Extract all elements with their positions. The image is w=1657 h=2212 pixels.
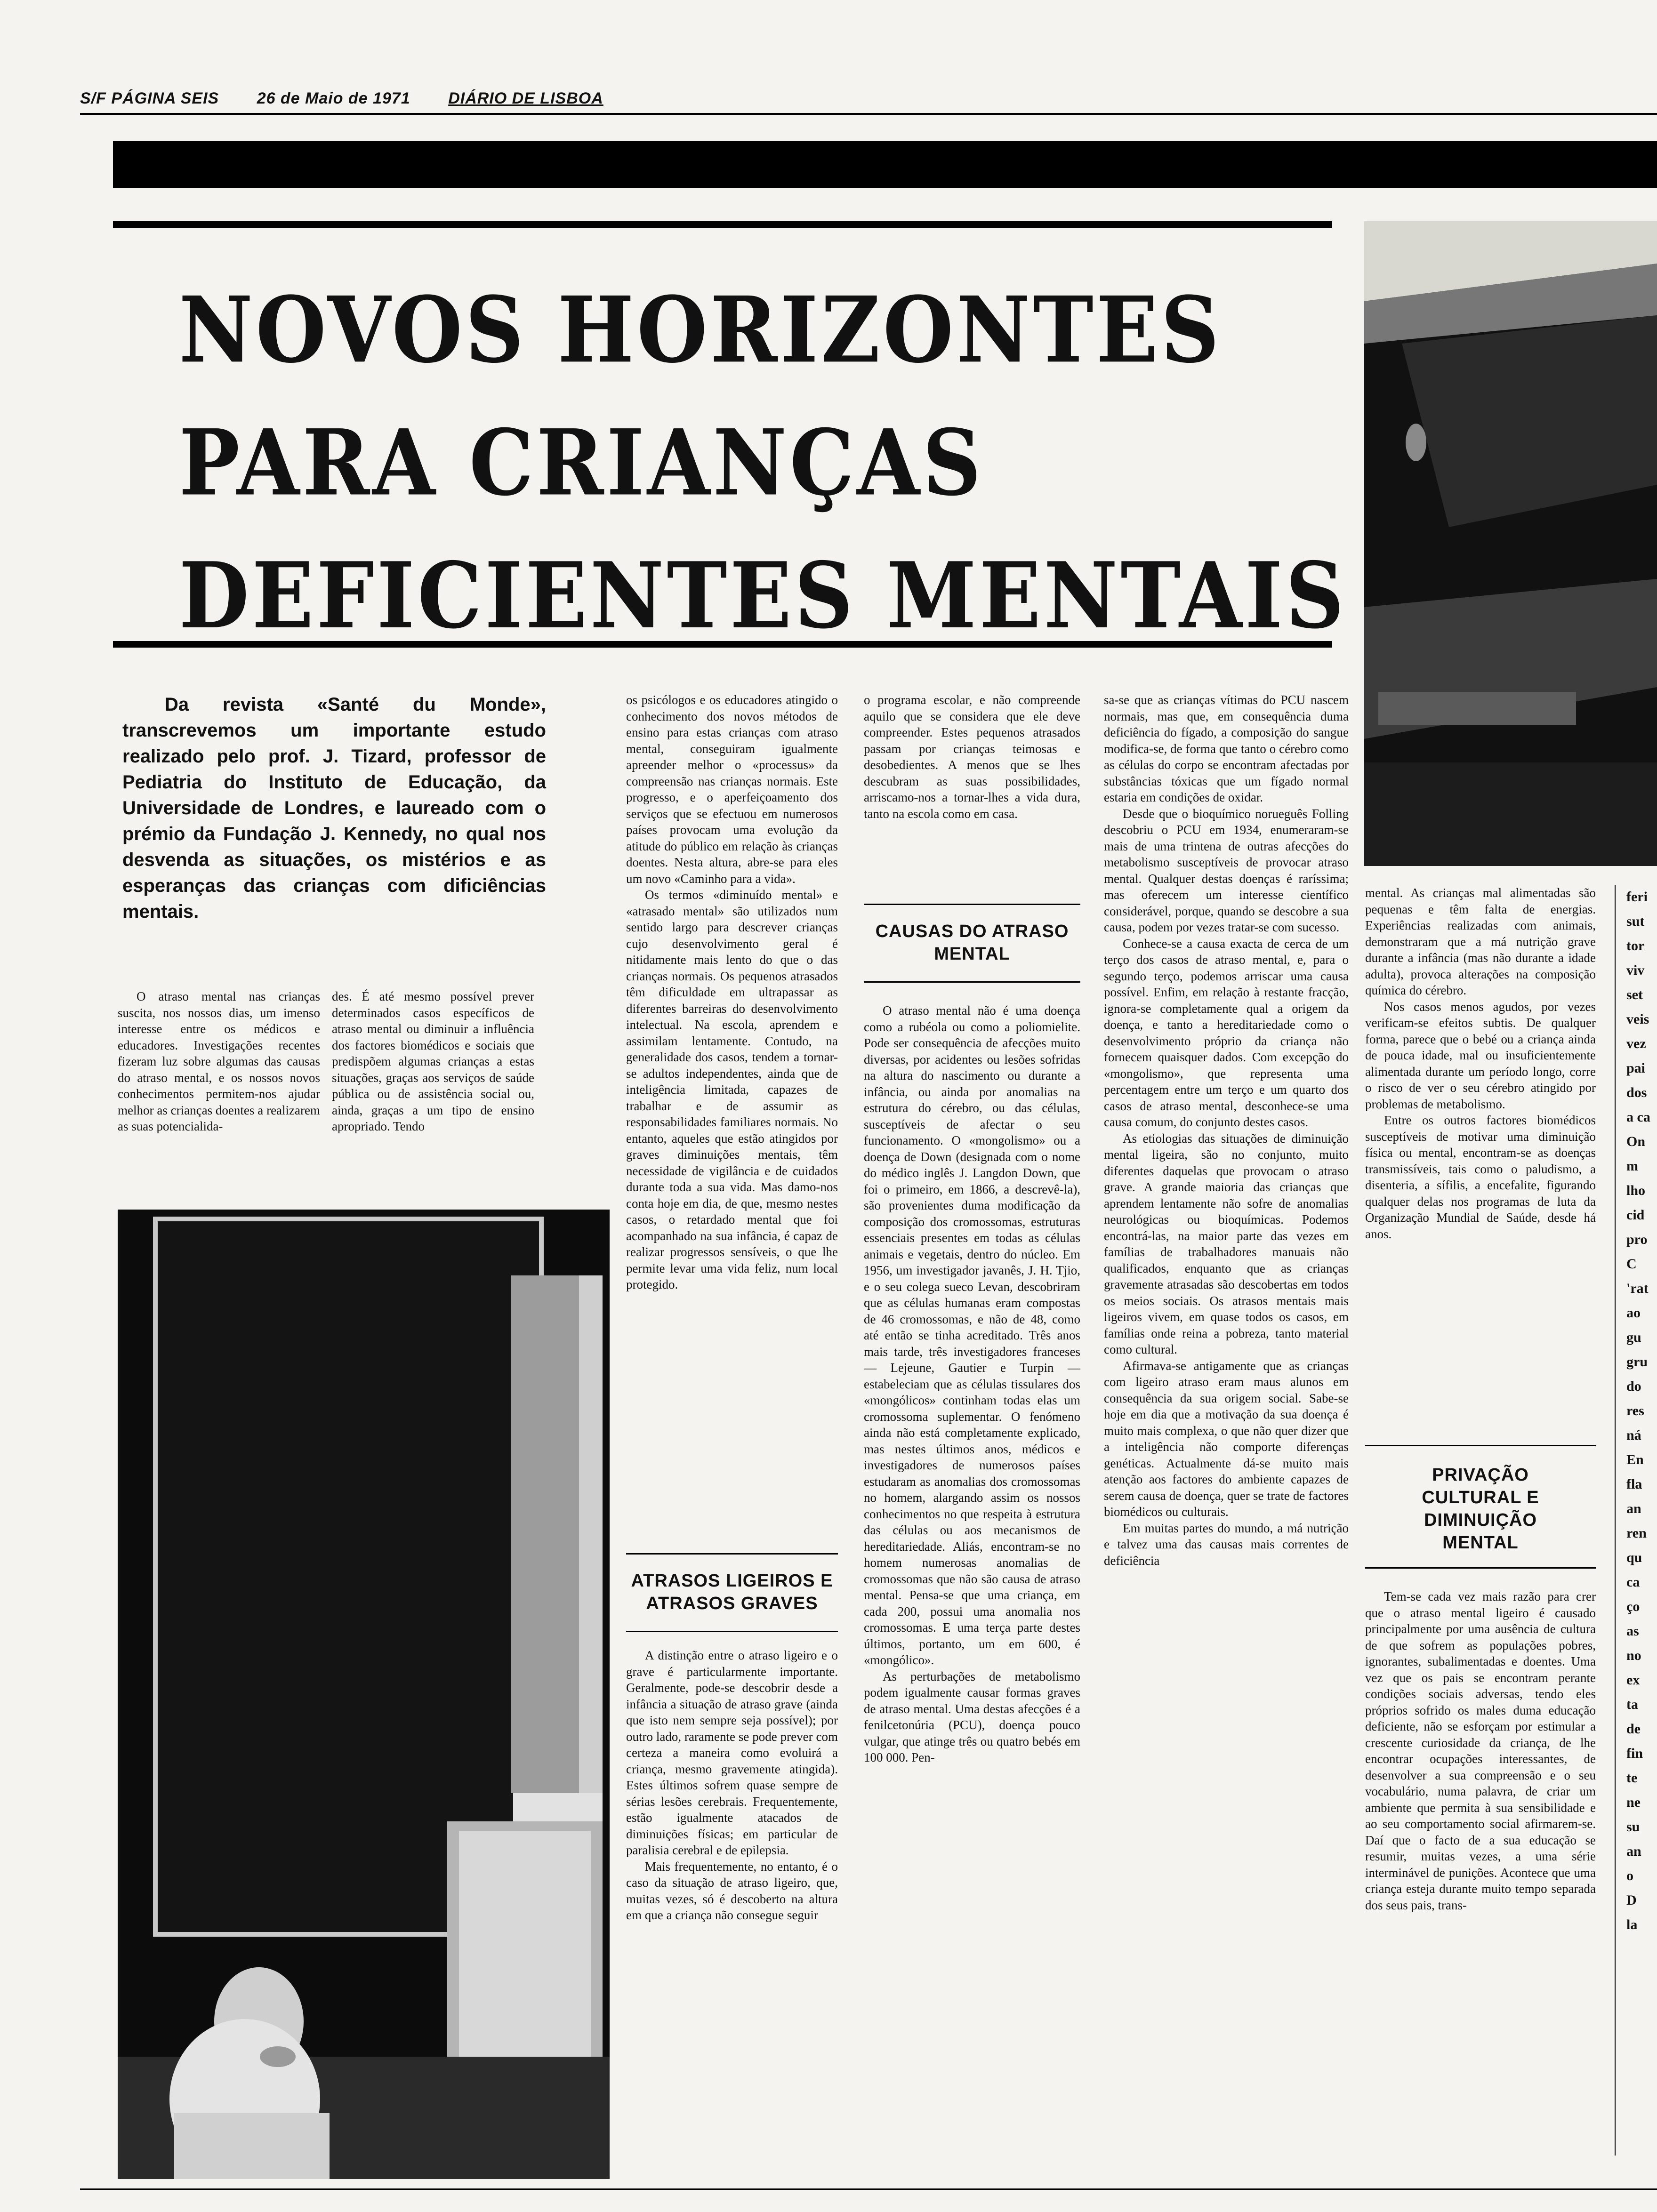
column-4 [864, 692, 1080, 822]
cut-off-fragment: do [1626, 1378, 1641, 1394]
column-2 [332, 988, 534, 1135]
column-5-para-5: Afirmava-se antigamente que as crianças com ligeiro atraso eram maus alunos em consequência da sua origem social. Sabe-se hoje em dia que a motivação da sua doença é muito mais complexa, o que não quer dizer que a inteligência não comporte diferenças genéticas. Actualmente dá-se muito mais atenção aos factores do ambiente capazes de serem causa de doença, quer se trate de factores biomédicos ou culturais. [1104, 1358, 1349, 1519]
cut-off-fragment: qu [1626, 1550, 1642, 1565]
column-5 [1104, 692, 1349, 1569]
column-5-para-1: sa-se que as crianças vítimas do PCU nascem normais, mas que, em consequência duma deficiência do fígado, a composição do sangue modifica-se, de forma que tanto o cérebro como as células do corpo se encontram afectadas por substâncias tóxicas que um fígado normal estaria em condições de oxidar. [1104, 693, 1349, 804]
cut-off-fragment: as [1626, 1623, 1639, 1639]
cut-off-fragment: ço [1626, 1599, 1640, 1614]
cut-off-fragment: te [1626, 1770, 1638, 1786]
running-head [80, 89, 636, 108]
column-4-bottom-para-1: O atraso mental não é uma doença como a rubéola ou como a poliomielite. Pode ser consequência de afecções muito diversas, por acidentes ou lesões sofridas na altura do nascimento ou durante a infância, ou ainda por anomalias na estrutura do cérebro, ou das células, susceptíveis de afectar o seu funcionamento. O «mongolismo» ou a doença de Down (designada com o nome do médico inglês J. Langdon Down, que foi o primeiro, em 1866, a descrevê-la), são provenientes duma modificação da composição dos cromossomas, estruturas essenciais presentes em todas as células animais e vegetais, dentro do núcleo. Em 1956, um investigador javanês, J. H. Tjio, e o seu colega sueco Levan, descobriram que as células humanas eram compostas de 46 cromossomas, e não de 48, como até então se tinha acreditado. Três anos mais tarde, três investigadores franceses — Lejeune, Gautier e Turpin — estabeleciam que as células tissulares dos «mongólicos» continham todas elas um cromossoma suplementar. O fenómeno ainda não está completamente explicado, mas nestes últimos anos, médicos e investigadores de numerosos países estudaram as anomalias dos cromossomas no homem, alargando assim os nossos conhecimentos no que respeita à estrutura das células ou aos mecanismos de hereditariedade. Aliás, encontram-se no homem numerosas anomalias de cromossomas que não são causa de atraso mental. Pensa-se que uma criança, em cada 200, possui uma anomalia nos cromossomas. E uma terça parte destes últimos, portanto, um em 600, é «mongólico». [864, 1003, 1080, 1667]
bottom-rule [80, 2188, 1657, 2190]
column-5-para-3: Conhece-se a causa exacta de cerca de um terço dos casos de atraso mental, e, para o segundo terço, podemos arriscar uma causa possível. Enfim, em relação à restante fracção, ignora-se completamente qual a origem da doença, e tanto a hereditariedade como o desenvolvimento próprio da criança não fornecem quaisquer dados. Com excepção do «mongolismo», que representa uma percentagem entre um terço e um quarto dos casos de atraso mental, desconhece-se uma causa comum, do conjunto destes casos. [1104, 936, 1349, 1129]
cut-off-fragment: ex [1626, 1672, 1640, 1688]
column-3-bottom-para-2: Mais frequentemente, no entanto, é o caso da situação de atraso ligeiro, que, muitas vezes, só é descoberto na altura em que a criança não consegue seguir [626, 1859, 838, 1922]
subhead-causas: CAUSAS DO ATRASO MENTAL [875, 922, 1069, 964]
column-5-para-6: Em muitas partes do mundo, a má nutrição e talvez uma das causas mais correntes de deficiência [1104, 1521, 1349, 1568]
cut-off-fragment: gu [1626, 1330, 1641, 1345]
column-3-bottom [626, 1647, 838, 1923]
cut-off-fragment: ne [1626, 1795, 1641, 1810]
cut-off-fragment: gru [1626, 1354, 1648, 1370]
column-5-para-2: Desde que o bioquímico norueguês Folling descobriu o PCU em 1934, enumeraram-se mais de uma trintena de outras afecções do metabolismo susceptíveis de provocar atraso mental. Qualquer destas doenças é raríssima; mas oferecem um interesse científico considerável, porque, quando se descobre a sua causa, podem por vezes tratar-se com sucesso. [1104, 806, 1349, 934]
cut-off-fragment: lho [1626, 1183, 1646, 1198]
cut-off-fragment: C [1626, 1256, 1637, 1272]
cut-off-fragment: vez [1626, 1036, 1646, 1051]
column-3 [626, 692, 838, 1293]
standfirst: Da revista «Santé du Monde», transcrevemos um importante estudo realizado pelo prof. J. Tizard, professor de Pediatria do Instituto de Educação, da Universidade de Londres, e laureado com o prémio da Fundação J. Kennedy, no qual nos desvenda as situações, os mistérios e as esperanças das crianças com dificiências mentais. [122, 694, 546, 922]
cut-off-fragment: res [1626, 1403, 1644, 1419]
cut-off-fragment: ná [1626, 1427, 1641, 1443]
cut-off-column [1626, 885, 1657, 1937]
column-6-mid-para-2: Entre os outros factores biomédicos susceptíveis de motivar uma diminuição física ou mental, encontram-se as doenças transmissíveis, tais como o paludismo, a disenteria, a sífilis, a encefalite, figurando qualquer delas nos programas de luta da Organização Mundial de Saúde, desde há anos. [1365, 1113, 1596, 1241]
headline-line-2: PARA CRIANÇAS [179, 409, 984, 516]
column-2-text: des. É até mesmo possível prever determinados casos específicos de atraso mental ou diminuir a influência dos factores biomédicos e sociais que predispõem algumas crianças a estas situações, graças aos serviços de saúde pública ou de assistência social ou, ainda, graças a um tipo de ensino apropriado. Tendo [332, 989, 534, 1133]
cut-off-fragment: no [1626, 1648, 1641, 1663]
subhead-privacao: PRIVAÇÃO CULTURAL E DIMINUIÇÃO MENTAL [1422, 1465, 1539, 1553]
column-6 [1365, 885, 1596, 1242]
newspaper-name: DIÁRIO DE LISBOA [448, 89, 603, 107]
cut-off-fragment: pai [1626, 1060, 1646, 1076]
cut-off-fragment: viv [1626, 962, 1645, 978]
rule-atrasos-bottom [626, 1631, 838, 1632]
headline-line-1: NOVOS HORIZONTES [179, 276, 1223, 384]
cut-off-fragment: sut [1626, 914, 1645, 929]
cut-off-fragment: an [1626, 1501, 1641, 1516]
page-label: S/F PÁGINA SEIS [80, 89, 219, 107]
cut-off-fragment: ta [1626, 1697, 1638, 1712]
cut-off-fragment: On [1626, 1134, 1646, 1149]
cut-off-fragment: m [1626, 1158, 1638, 1174]
photo-child-window-image [118, 1210, 610, 2179]
column-1 [118, 988, 320, 1135]
cut-off-fragment: veis [1626, 1011, 1649, 1027]
cut-off-fragment: la [1626, 1917, 1638, 1932]
headline-rule-top [113, 221, 1332, 228]
column-3-bottom-para-1: A distinção entre o atraso ligeiro e o grave é particularmente importante. Geralmente, pode-se descobrir desde a infância a situação de atraso grave (ainda que isto nem sempre seja possível); por outro lado, raramente se pode prever com certeza a maneira como evoluirá a criança, mesmo gravemente atingida). Estes últimos sofrem quase sempre de sérias lesões cerebrais. Frequentemente, estão igualmente atacados de diminuições físicas; em particular de paralisia cerebral e de epilepsia. [626, 1648, 838, 1857]
cut-off-fragment: dos [1626, 1085, 1647, 1100]
column-5-para-4: As etiologias das situações de diminuição mental ligeira, são no conjunto, muito diferentes daquelas que provocam o atraso grave. A grande maioria das crianças que aprendem lentamente não sofre de anomalias neurológicas ou bioquímicas. Podemos encontrá-las, na maior parte das vezes em famílias de trabalhadores manuais não qualificados, enquanto que as crianças gravemente atrasadas são descobertas em todos os meios sociais. Os atrasos mentais mais ligeiros vivem, em quase todos os casos, em famílias onde reina a pobreza, tanto material como cultural. [1104, 1131, 1349, 1356]
rule-privacao-top [1365, 1445, 1596, 1446]
cut-off-fragment: o [1626, 1868, 1633, 1883]
column-6-mid-para-1: Nos casos menos agudos, por vezes verificam-se efeitos subtis. De qualquer forma, parece que o bebé ou a criança ainda de pouca idade, mal ou insuficientemente alimentada durante um período longo, corre o risco de ver o seu cérebro atingido por problemas de metabolismo. [1365, 999, 1596, 1111]
column-3-para-1: os psicólogos e os educadores atingido o conhecimento dos novos métodos de ensino para estas crianças com atraso mental, conseguiram igualmente apreender melhor o «processus» da compreensão nas crianças normais. Este progresso, e o aperfeiçoamento dos serviços que se efectuou em numerosos países provocam uma evolução da atitude do público em relação às crianças doentes. Nesta altura, abre-se para eles um novo «Caminho para a vida». [626, 693, 838, 886]
photo-top-right-image [1364, 221, 1657, 866]
cut-off-fragment: 'rat [1626, 1281, 1649, 1296]
column-6-bottom [1365, 1588, 1596, 1913]
rule-privacao-bottom [1365, 1567, 1596, 1569]
cut-off-fragment: de [1626, 1721, 1641, 1737]
column-6-bottom-text: Tem-se cada vez mais razão para crer que o atraso mental ligeiro é causado principalmente por uma ausência de cultura de que sofrem as populações pobres, ignorantes, subalimentadas e doentes. Uma vez que os pais se encontram perante condições sociais adversas, tendo eles próprios sofrido os males duma educação deficiente, não se esforçam por estimular a crescente curiosidade da criança, de lhe encontrar ocupações interessantes, de desenvolver a sua compreensão e o seu vocabulário, numa palavra, de criar um ambiente que permita à sua sensibilidade e ao seu comportamento social afirmarem-se. Daí que o facto de a sua educação se resumir, muitas vezes, a uma série interminável de punições. Acontece que uma criança esteja durante muito tempo separada dos seus pais, trans- [1365, 1589, 1596, 1912]
cut-off-fragment: set [1626, 987, 1643, 1002]
rule-causas-top [864, 904, 1080, 905]
headline-line-3: DEFICIENTES MENTAIS [179, 542, 1347, 649]
top-rule-thin [80, 113, 1657, 115]
rule-atrasos-top [626, 1553, 838, 1555]
photo-child-window [118, 1210, 610, 2179]
right-column-divider [1615, 885, 1616, 2156]
cut-off-fragment: ca [1626, 1574, 1640, 1590]
subhead-atrasos: ATRASOS LIGEIROS E ATRASOS GRAVES [631, 1571, 833, 1613]
column-3-para-2: Os termos «diminuído mental» e «atrasado mental» são utilizados num sentido largo para descrever crianças cujo desenvolvimento geral é nitidamente mais lento do que o das crianças normais. Os pequenos atrasados têm dificuldade em ultrapassar as diferentes barreiras do desenvolvimento intelectual. Na escola, aprendem e assimilam lentamente. Contudo, na generalidade dos casos, tendem a tornar-se adultos independentes, ainda que de inteligência limitada, capazes de trabalhar e de assumir as responsabilidades familiares normais. No entanto, aqueles que estão atingidos por graves diminuições mentais, têm necessidade de vigilância e de cuidados durante toda a sua vida. Mas damo-nos conta hoje em dia, de que, mesmo nestes casos, o retardado mental que foi acompanhado na sua infância, é capaz de realizar progressos sensíveis, o que lhe permite levar uma vida feliz, num local protegido. [626, 888, 838, 1291]
cut-off-fragment: su [1626, 1819, 1640, 1835]
cut-off-fragment: cid [1626, 1207, 1645, 1223]
cut-off-fragment: feri [1626, 889, 1648, 905]
cut-off-fragment: fla [1626, 1476, 1642, 1492]
cut-off-fragment: tor [1626, 938, 1645, 954]
cut-off-fragment: pro [1626, 1232, 1648, 1247]
column-4-bottom [864, 1002, 1080, 1766]
cut-off-fragment: En [1626, 1452, 1644, 1467]
column-1-text: O atraso mental nas crianças suscita, nos nossos dias, um imenso interesse entre os médicos e educadores. Investigações recentes fizeram luz sobre algumas das causas do atraso mental, e os nossos novos conhecimentos permitem-nos ajudar melhor as crianças doentes a realizarem as suas potencialida- [118, 989, 320, 1133]
photo-top-right [1364, 221, 1657, 866]
column-4-bottom-para-2: As perturbações de metabolismo podem igualmente causar formas graves de atraso mental. Uma destas afecções é a fenilcetonúria (PCU), doença pouco vulgar, que atinge três ou quatro bebés em 100 000. Pen- [864, 1669, 1080, 1764]
cut-off-fragment: D [1626, 1892, 1637, 1908]
cut-off-fragment: ao [1626, 1305, 1641, 1321]
issue-date: 26 de Maio de 1971 [257, 89, 410, 107]
top-black-band [113, 141, 1657, 188]
cut-off-fragment: an [1626, 1843, 1641, 1859]
headline [179, 264, 1347, 662]
column-6-top-text: mental. As crianças mal alimentadas são pequenas e têm falta de energias. Experiências realizadas com animais, demonstraram que a má nutrição grave durante a infância (mas não durante a idade adulta), provoca alterações na composição química do cérebro. [1365, 886, 1596, 997]
cut-off-fragment: fin [1626, 1746, 1643, 1761]
column-4-top-text: o programa escolar, e não compreende aquilo que se considera que ele deve compreender. Estes pequenos atrasados passam por crianças teimosas e desobedientes. A menos que se lhes descubram as suas possibilidades, arriscamo-nos a tornar-lhes a vida dura, tanto na escola como em casa. [864, 693, 1080, 821]
cut-off-fragment: ren [1626, 1525, 1647, 1541]
cut-off-fragment: a ca [1626, 1109, 1650, 1125]
rule-causas-bottom [864, 981, 1080, 983]
